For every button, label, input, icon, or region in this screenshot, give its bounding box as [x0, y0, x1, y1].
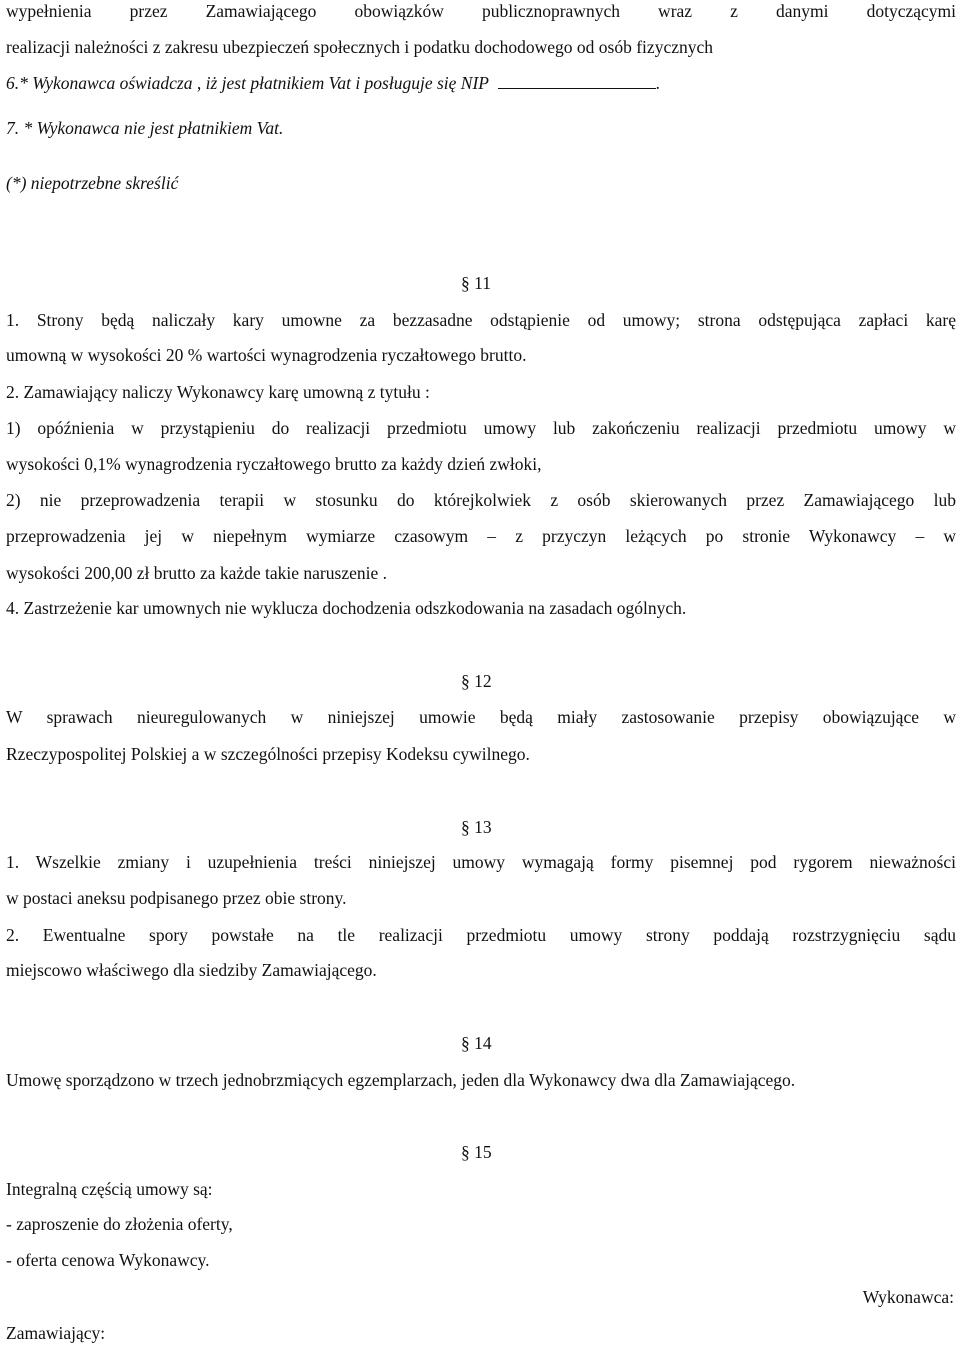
text-line: miejscowo właściwego dla siedziby Zamawiającego.	[6, 960, 377, 980]
text-line: realizacji należności z zakresu ubezpieczeń społecznych i podatku dochodowego od osób fizycznych	[6, 37, 713, 57]
non-vat-clause: 7. * Wykonawca nie jest płatnikiem Vat.	[6, 118, 284, 138]
text-line: Rzeczypospolitej Polskiej a w szczególności przepisy Kodeksu cywilnego.	[6, 744, 530, 764]
text-line: Integralną częścią umowy są:	[6, 1179, 213, 1199]
text-line: 2. Ewentualne spory powstałe na tle realizacji przedmiotu umowy strony poddają rozstrzygnięciu sądu	[6, 925, 956, 945]
text-line: 1. Strony będą naliczały kary umowne za bezzasadne odstąpienie od umowy; strona odstępująca zapłaci karę	[6, 310, 956, 330]
section-heading: § 12	[461, 671, 492, 691]
text-line: Umowę sporządzono w trzech jednobrzmiących egzemplarzach, jeden dla Wykonawcy dwa dla Zamawiającego.	[6, 1070, 796, 1090]
text-line: 2. Zamawiający naliczy Wykonawcy karę umowną z tytułu :	[6, 382, 430, 402]
footnote: (*) niepotrzebne skreślić	[6, 173, 179, 193]
contractor-signature-label: Wykonawca:	[862, 1287, 954, 1307]
nip-blank-line	[498, 74, 656, 89]
text-span: .	[656, 73, 661, 93]
text-line: w postaci aneksu podpisanego przez obie strony.	[6, 888, 347, 908]
text-line: W sprawach nieuregulowanych w niniejszej umowie będą miały zastosowanie przepisy obowiązujące w	[6, 707, 956, 727]
list-item: - oferta cenowa Wykonawcy.	[6, 1250, 210, 1270]
client-signature-label: Zamawiający:	[6, 1323, 106, 1343]
list-item: - zaproszenie do złożenia oferty,	[6, 1214, 233, 1234]
text-line: 4. Zastrzeżenie kar umownych nie wyklucza dochodzenia odszkodowania na zasadach ogólnych.	[6, 598, 687, 618]
vat-payer-clause	[6, 72, 956, 94]
text-line: wysokości 200,00 zł brutto za każde takie naruszenie .	[6, 563, 387, 583]
section-heading: § 13	[461, 817, 492, 837]
section-heading: § 15	[461, 1142, 492, 1162]
text-line: 1) opóźnienia w przystąpieniu do realizacji przedmiotu umowy lub zakończeniu realizacji przedmiotu umowy w	[6, 418, 956, 438]
text-line: przeprowadzenia jej w niepełnym wymiarze czasowym – z przyczyn leżących po stronie Wykonawcy – w	[6, 526, 956, 546]
text-line: 1. Wszelkie zmiany i uzupełnienia treści niniejszej umowy wymagają formy pisemnej pod rygorem nieważności	[6, 852, 956, 872]
text-line: wypełnienia przez Zamawiającego obowiązków publicznoprawnych wraz z danymi dotyczącymi	[6, 1, 956, 21]
text-span: 6.* Wykonawca oświadcza , iż jest płatnikiem Vat i posługuje się NIP	[6, 73, 489, 93]
text-line: wysokości 0,1% wynagrodzenia ryczałtowego brutto za każdy dzień zwłoki,	[6, 454, 542, 474]
section-heading: § 14	[461, 1033, 492, 1053]
text-line: umowną w wysokości 20 % wartości wynagrodzenia ryczałtowego brutto.	[6, 345, 527, 365]
text-line: 2) nie przeprowadzenia terapii w stosunku do którejkolwiek z osób skierowanych przez Zamawiającego lub	[6, 490, 956, 510]
section-heading: § 11	[461, 273, 491, 293]
